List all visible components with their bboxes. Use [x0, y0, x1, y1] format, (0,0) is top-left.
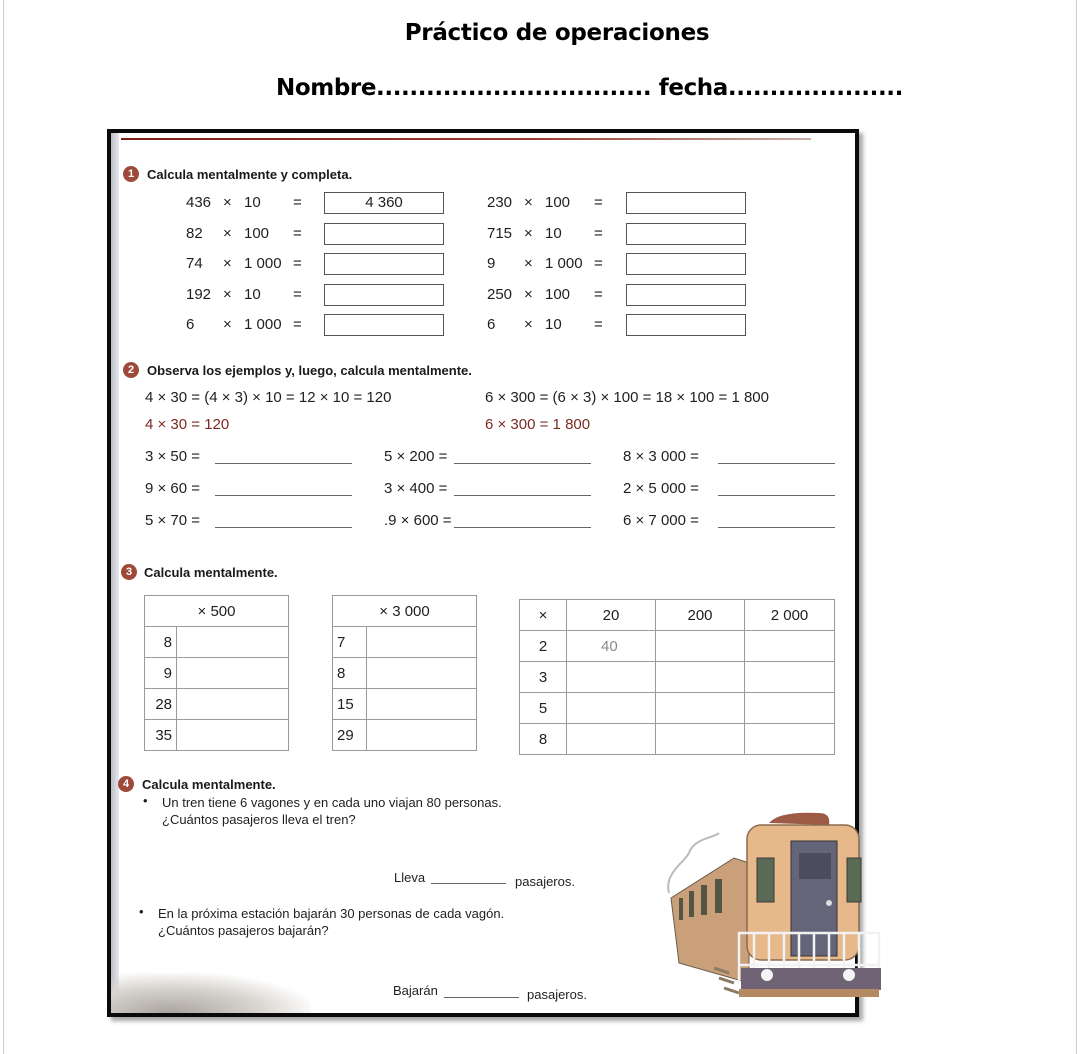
- row-label: 8: [520, 724, 567, 755]
- bullet: •: [139, 904, 144, 919]
- answer-cell[interactable]: [567, 693, 656, 724]
- factor-a: 82: [186, 224, 203, 242]
- equals-sign: =: [594, 255, 603, 272]
- answer-cell[interactable]: [177, 720, 289, 751]
- exercise-2-badge: 2: [123, 362, 139, 378]
- answer-cell[interactable]: [177, 658, 289, 689]
- problem-2-line-2: ¿Cuántos pasajeros bajarán?: [158, 923, 329, 938]
- answer-cell[interactable]: [745, 724, 835, 755]
- answer-cell[interactable]: [367, 658, 477, 689]
- row-label: 9: [145, 658, 177, 689]
- exercise-2-item: 3 × 400 =: [384, 480, 448, 497]
- exercise-2-item: 5 × 70 =: [145, 512, 201, 529]
- worksheet-frame: [107, 129, 859, 1017]
- equals-sign: =: [293, 285, 302, 303]
- equals-sign: =: [293, 316, 302, 333]
- factor-a: 192: [186, 285, 212, 303]
- answer-blank[interactable]: [718, 495, 835, 496]
- exercise-1-badge: 1: [123, 166, 139, 182]
- door-handle: [826, 900, 832, 906]
- times-sign: ×: [223, 194, 232, 211]
- answer-cell[interactable]: [177, 627, 289, 658]
- answer-blank[interactable]: [215, 463, 352, 464]
- factor-a: 6: [487, 316, 496, 333]
- factor-a: 436: [186, 194, 212, 211]
- headlight-right: [843, 969, 855, 981]
- equals-sign: =: [594, 194, 603, 211]
- answer-cell[interactable]: [745, 693, 835, 724]
- exercise-3-badge: 3: [121, 564, 137, 580]
- factor-b: 10: [244, 285, 261, 303]
- train-base: [739, 989, 879, 997]
- factor-b: 100: [244, 224, 270, 242]
- factor-b: 10: [545, 224, 562, 242]
- factor-b: 100: [545, 285, 571, 303]
- column-header: 20: [567, 600, 656, 631]
- times-sign: ×: [223, 316, 232, 333]
- factor-a: 230: [487, 194, 513, 211]
- answer-box[interactable]: [324, 223, 444, 245]
- factor-b: 10: [244, 194, 261, 211]
- problem-2-line-1: En la próxima estación bajarán 30 personas de cada vagón.: [158, 906, 505, 921]
- name-date-line: Nombre................................. fecha.....................: [276, 75, 903, 101]
- answer-box[interactable]: [626, 314, 746, 336]
- times-sign: ×: [223, 285, 232, 303]
- factor-a: 250: [487, 285, 513, 303]
- exercise-4-heading: Calcula mentalmente.: [142, 777, 276, 792]
- answer-cell[interactable]: [567, 724, 656, 755]
- answer-blank[interactable]: [215, 495, 352, 496]
- corner-cell: ×: [520, 600, 567, 631]
- problem-1-line-2: ¿Cuántos pasajeros lleva el tren?: [162, 812, 356, 827]
- door-window: [799, 853, 831, 879]
- answer-2-blank[interactable]: [444, 997, 519, 998]
- example-2-full: 6 × 300 = (6 × 3) × 100 = 18 × 100 = 1 800: [485, 389, 769, 406]
- factor-a: 74: [186, 255, 203, 272]
- bullet: •: [143, 793, 148, 808]
- factor-b: 10: [545, 316, 562, 333]
- factor-b: 1 000: [244, 316, 282, 333]
- equals-sign: =: [594, 316, 603, 333]
- answer-2-suffix: pasajeros.: [527, 987, 587, 1002]
- table-header: × 3 000: [333, 596, 477, 627]
- exercise-2-item: .9 × 600 =: [384, 512, 452, 529]
- times-sign: ×: [524, 255, 533, 272]
- factor-b: 100: [545, 194, 571, 211]
- train-bumper: [741, 968, 881, 990]
- row-label: 29: [333, 720, 367, 751]
- answer-1-blank[interactable]: [431, 883, 506, 884]
- times-sign: ×: [223, 255, 232, 272]
- row-label: 7: [333, 627, 367, 658]
- row-label: 15: [333, 689, 367, 720]
- times-sign: ×: [524, 224, 533, 242]
- exercise-4-badge: 4: [118, 776, 134, 792]
- train-illustration: [659, 803, 889, 1003]
- column-header: 2 000: [745, 600, 835, 631]
- red-divider: [121, 138, 811, 140]
- table-times-500: [144, 595, 289, 751]
- answer-blank[interactable]: [454, 527, 591, 528]
- answer-blank[interactable]: [718, 527, 835, 528]
- answer-1-prefix: Lleva: [394, 870, 426, 885]
- row-label: 2: [520, 631, 567, 662]
- factor-a: 6: [186, 316, 195, 333]
- answer-box[interactable]: [324, 314, 444, 336]
- page-edge-right: [1076, 0, 1077, 1054]
- scan-smudge: [111, 973, 311, 1013]
- column-header: 200: [656, 600, 745, 631]
- row-label: 3: [520, 662, 567, 693]
- exercise-2-item: 3 × 50 =: [145, 448, 201, 465]
- answer-cell[interactable]: [367, 720, 477, 751]
- times-sign: ×: [223, 224, 232, 242]
- table-multiplication-grid: [519, 599, 835, 755]
- answer-1-suffix: pasajeros.: [515, 874, 575, 889]
- factor-b: 1 000: [244, 255, 282, 272]
- row-label: 8: [145, 627, 177, 658]
- answer-box[interactable]: [324, 253, 444, 275]
- filled-answer-cell: 40: [567, 631, 656, 662]
- example-1-full: 4 × 30 = (4 × 3) × 10 = 12 × 10 = 120: [145, 389, 392, 406]
- answer-cell[interactable]: [656, 631, 745, 662]
- table-header: × 500: [145, 596, 289, 627]
- times-sign: ×: [524, 316, 533, 333]
- exercise-2-item: 8 × 3 000 =: [623, 448, 699, 465]
- row-label: 28: [145, 689, 177, 720]
- exercise-2-item: 9 × 60 =: [145, 480, 201, 497]
- exercise-2-heading: Observa los ejemplos y, luego, calcula mentalmente.: [147, 363, 472, 378]
- equals-sign: =: [293, 224, 302, 242]
- answer-cell[interactable]: [567, 662, 656, 693]
- answer-box[interactable]: [626, 192, 746, 214]
- answer-cell[interactable]: [367, 627, 477, 658]
- exercise-3-heading: Calcula mentalmente.: [144, 565, 278, 580]
- problem-1-line-1: Un tren tiene 6 vagones y en cada uno viajan 80 personas.: [162, 795, 502, 810]
- exercise-2-item: 6 × 7 000 =: [623, 512, 699, 529]
- answer-cell[interactable]: [745, 662, 835, 693]
- factor-b: 1 000: [545, 255, 583, 272]
- equals-sign: =: [293, 255, 302, 272]
- times-sign: ×: [524, 194, 533, 211]
- scan-shadow: [111, 133, 119, 1013]
- page-edge-left: [3, 0, 4, 1054]
- answer-box[interactable]: [324, 284, 444, 306]
- answer-blank[interactable]: [454, 495, 591, 496]
- times-sign: ×: [524, 285, 533, 303]
- exercise-2-item: 5 × 200 =: [384, 448, 448, 465]
- answer-blank[interactable]: [718, 463, 835, 464]
- equals-sign: =: [594, 224, 603, 242]
- answer-box[interactable]: [626, 284, 746, 306]
- answer-cell[interactable]: [367, 689, 477, 720]
- row-label: 35: [145, 720, 177, 751]
- example-2-short: 6 × 300 = 1 800: [485, 416, 591, 433]
- answer-blank[interactable]: [454, 463, 591, 464]
- exercise-2-item: 2 × 5 000 =: [623, 480, 699, 497]
- train-roof: [769, 813, 829, 825]
- answer-cell[interactable]: [656, 662, 745, 693]
- answer-cell[interactable]: [745, 631, 835, 662]
- row-label: 8: [333, 658, 367, 689]
- factor-a: 715: [487, 224, 513, 242]
- train-cars: [671, 858, 749, 983]
- headlight-left: [761, 969, 773, 981]
- answer-box[interactable]: [626, 253, 746, 275]
- exercise-1-heading: Calcula mentalmente y completa.: [147, 167, 353, 182]
- answer-cell[interactable]: [177, 689, 289, 720]
- front-window-left: [757, 858, 774, 902]
- answer-box[interactable]: [626, 223, 746, 245]
- table-times-3000: [332, 595, 477, 751]
- equals-sign: =: [293, 194, 302, 211]
- answer-cell[interactable]: [656, 693, 745, 724]
- answer-cell[interactable]: [656, 724, 745, 755]
- page-title: Práctico de operaciones: [404, 20, 710, 46]
- answer-box[interactable]: 4 360: [324, 192, 444, 214]
- answer-blank[interactable]: [215, 527, 352, 528]
- example-1-short: 4 × 30 = 120: [145, 416, 230, 433]
- row-label: 5: [520, 693, 567, 724]
- front-window-right: [847, 858, 861, 902]
- equals-sign: =: [594, 285, 603, 303]
- answer-2-prefix: Bajarán: [393, 983, 438, 998]
- factor-a: 9: [487, 255, 496, 272]
